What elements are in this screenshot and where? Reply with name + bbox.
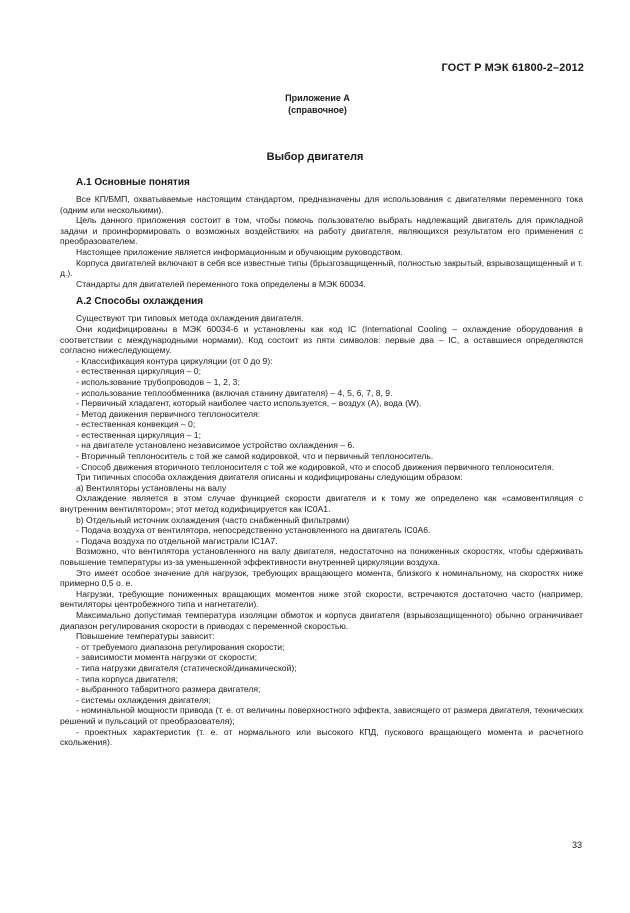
paragraph: Это имеет особое значение для нагрузок, требующих вращающего момента, близкого к номинальному, на скоростях ниже примерно 0,5 о. е.: [60, 567, 583, 589]
list-item: - от требуемого диапазона регулирования скорости;: [76, 641, 285, 652]
list-item: - использование теплообменника (включая станину двигателя) – 4, 5, 6, 7, 8, 9.: [76, 387, 393, 398]
list-item: - номинальной мощности привода (т. е. от величины поверхностного эффекта, зависящего от размера двигателя, технических решений и пульсаций от преобразователя);: [60, 705, 583, 726]
paragraph: Стандарты для двигателей переменного тока определены в МЭК 60034.: [76, 278, 366, 289]
list-item: а) Вентиляторы установлены на валу: [76, 482, 227, 493]
paragraph: Они кодифицированы в МЭК 60034-6 и установлены как код IC (International Cooling – охлаждение оборудования в соответствии с международными нормами). Код состоит из пяти символов: первые два – IC, а оставшиеся определяются согласно нижеследующему.: [60, 323, 583, 356]
list-item: - выбранного табаритного размера двигателя;: [76, 684, 261, 695]
chapter-title: Выбор двигателя: [266, 151, 364, 163]
paragraph: Все КП/БМП, охватываемые настоящим стандартом, предназначены для использования с двигателями переменного тока (одним или несколькими).: [60, 194, 583, 215]
document-body: [60, 177, 583, 748]
appendix-heading: [0, 92, 630, 116]
appendix-title: Приложение А: [285, 93, 350, 103]
paragraph: Настоящее приложение является информационным и обучающим руководством.: [76, 246, 403, 257]
list-item: - Вторичный теплоноситель с той же самой кодировкой, что и первичный теплоноситель.: [76, 451, 434, 462]
list-item: - Классификация контура циркуляции (от 0 до 9):: [76, 355, 273, 366]
paragraph: Существуют три типовых метода охлаждения двигателя.: [76, 313, 304, 324]
paragraph: Возможно, что вентилятора установленного на валу двигателя, недостаточно на пониженных скоростях, чтобы сдерживать повышение температуры из-за уменьшенной эффективности внутренней циркуляции воздуха.: [60, 546, 583, 567]
paragraph: Корпуса двигателей включают в себя все известные типы (брызгозащищенный, полностью закрытый, взрывозащищенный и т. д.).: [60, 257, 583, 279]
list-item: - типа корпуса двигателя;: [76, 673, 178, 684]
list-item: - Подача воздуха по отдельной магистрали IC1A7.: [76, 535, 278, 546]
section-a1-title: А.1 Основные понятия: [76, 177, 190, 188]
list-item: - Метод движения первичного теплоносителя:: [76, 408, 261, 419]
list-item: - на двигателе установлено независимое устройство охлаждения – 6.: [76, 440, 355, 451]
section-a2-body: [60, 313, 583, 747]
list-item: - типа нагрузки двигателя (статической/динамической);: [76, 662, 297, 673]
list-item: - естественная конвекция – 0;: [76, 419, 196, 430]
list-item: - использование трубопроводов – 1, 2, 3;: [76, 376, 240, 387]
list-item: - естественная циркуляция – 0;: [76, 366, 201, 377]
list-item: - проектных характеристик (т. е. от нормального или высокого КПД, пускового вращающего момента и расчетного скольжения).: [60, 726, 583, 748]
list-item: - системы охлаждения двигателя;: [76, 694, 211, 705]
page-number: 33: [571, 840, 582, 850]
section-a2-title: А.2 Способы охлаждения: [76, 296, 204, 308]
paragraph: Нагрузки, требующие пониженных вращающих моментов ниже этой скорости, встречаются достаточно часто (например, вентиляторы центробежного типа и нагнетатели).: [60, 588, 583, 610]
paragraph: Максимально допустимая температура изоляции обмоток и корпуса двигателя (взрывозащищенного) обычно ограничивает диапазон регулирования скорости в приводах с переменной скоростью.: [60, 609, 583, 631]
list-item: b) Отдельный источник охлаждения (часто снабженный фильтрами): [76, 514, 350, 525]
section-a1-body: [60, 194, 583, 289]
paragraph: Три типичных способа охлаждения двигателя описаны и кодифицированы следующим образом:: [76, 472, 463, 483]
paragraph: Охлаждение является в этом случае функцией скорости двигателя и к тому же определено как «самовентиляция с внутренним вентилятором»; этот метод кодифицируется как IC0A1.: [60, 493, 583, 515]
standard-designation: ГОСТ Р МЭК 61800-2–2012: [441, 62, 584, 74]
paragraph: Повышение температуры зависит:: [76, 631, 215, 642]
appendix-subtitle: (справочное): [288, 105, 347, 115]
list-item: - Подача воздуха от вентилятора, непосредственно установленного на двигатель IC0A6.: [76, 525, 431, 536]
paragraph: Цель данного приложения состоит в том, чтобы помочь пользователю выбрать надлежащий двигатель для прикладной задачи и проинформировать о возможных воздействиях на работу двигателя, являющихся результатом его применения с преобразователем.: [60, 215, 583, 247]
list-item: - естественная циркуляция – 1;: [76, 429, 201, 440]
list-item: - Первичный хладагент, который наиболее часто используется, – воздух (А), вода (W).: [76, 398, 422, 409]
list-item: - зависимости момента нагрузки от скорости;: [76, 652, 258, 663]
list-item: - Способ движения вторичного теплоносителя с той же кодировкой, что и способ движения первичного теплоносителя.: [76, 461, 554, 472]
